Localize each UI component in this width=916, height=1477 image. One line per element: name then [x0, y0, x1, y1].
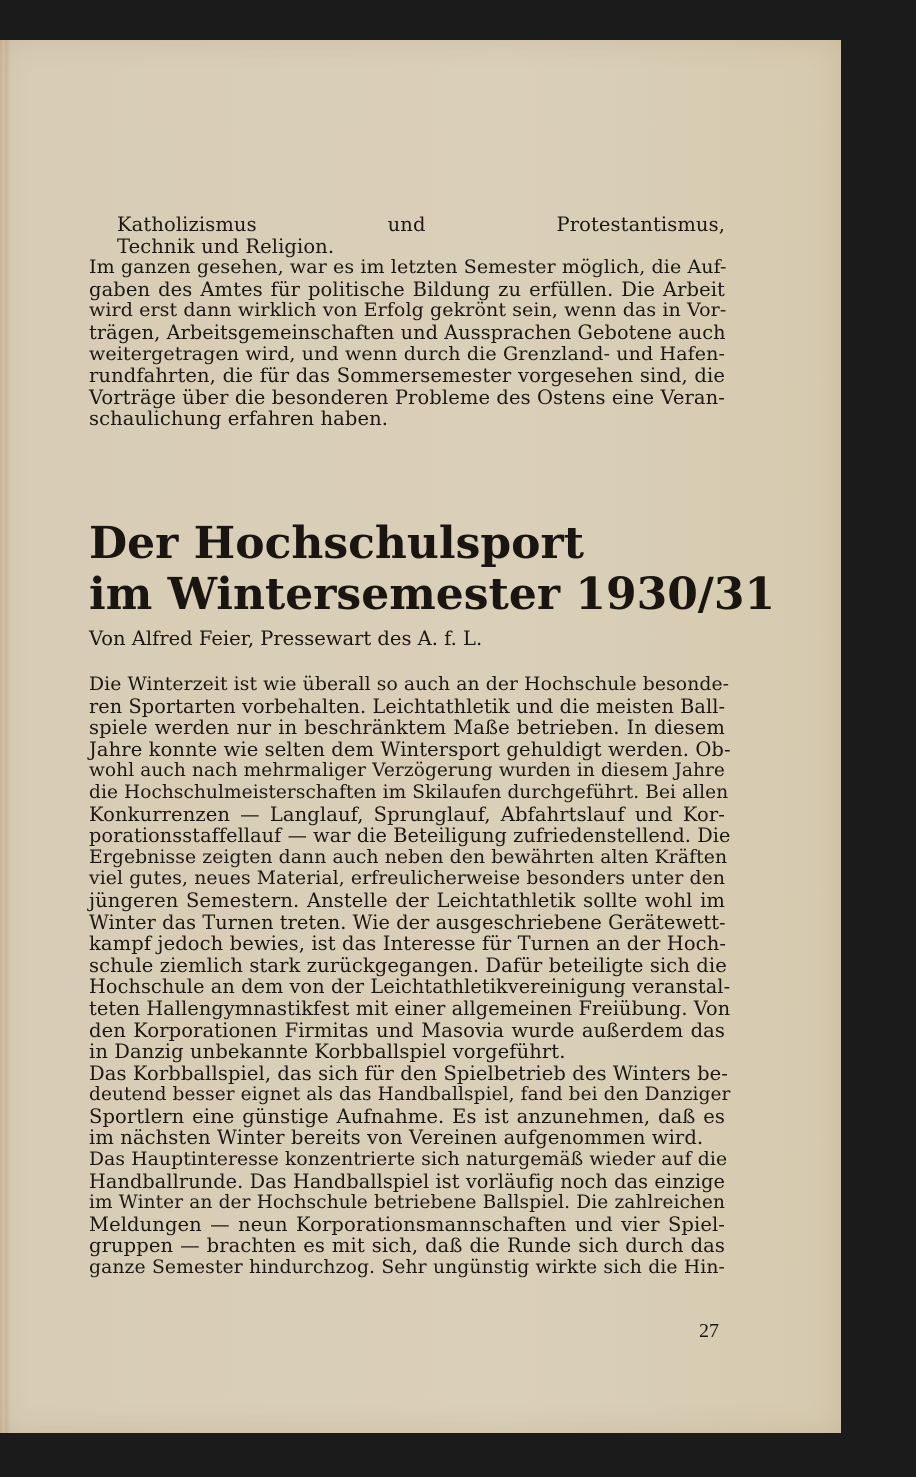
text-line: Konkurrenzen — Langlauf, Sprunglauf, Abfahrtslauf und Kor-: [89, 802, 725, 826]
text-line: rundfahrten, die für das Sommersemester vorgesehen sind, die: [89, 364, 725, 388]
page-number: 27: [699, 1320, 719, 1342]
text-line: kampf jedoch bewies, ist das Interesse für Turnen an der Hoch-: [89, 932, 727, 956]
text-line: gaben des Amtes für politische Bildung zu erfüllen. Die Arbeit: [89, 277, 725, 301]
text-line: trägen, Arbeitsgemeinschaften und Aussprachen Gebotene auch: [89, 320, 726, 344]
text-line: Im ganzen gesehen, war es im letzten Semester möglich, die Auf-: [89, 256, 727, 279]
text-line: wird erst dann wirklich von Erfolg gekrönt sein, wenn das in Vor-: [89, 299, 727, 322]
text-line: Das Hauptinteresse konzentrierte sich naturgemäß wieder auf die: [89, 1149, 728, 1171]
text-line: Sportlern eine günstige Aufnahme. Es ist anzunehmen, daß es: [89, 1104, 725, 1128]
article-body: [89, 674, 731, 1279]
text-line: schaulichung erfahren haben.: [89, 407, 389, 431]
text-line: ren Sportarten vorbehalten. Leichtathletik und die meisten Ball-: [89, 694, 726, 718]
text-line: Meldungen — neun Korporationsmannschaften und vier Spiel-: [89, 1212, 725, 1236]
text-line: Ergebnisse zeigten dann auch neben den bewährten alten Kräften: [89, 846, 728, 868]
text-line: gruppen — brachten es mit sich, daß die Runde sich durch das: [89, 1234, 725, 1258]
text-line: ganze Semester hindurchzog. Sehr ungünstig wirkte sich die Hin-: [89, 1257, 725, 1279]
text-line: den Korporationen Firmitas und Masovia wurde außerdem das: [89, 1018, 725, 1042]
text-line: Hochschule an dem von der Leichtathletikvereinigung veranstal-: [89, 975, 731, 999]
intro-section: [89, 214, 725, 430]
text-line: Katholizismus und Protestantismus,: [117, 213, 725, 236]
book-page: [0, 40, 841, 1433]
text-line: im Winter an der Hochschule betriebene Ballspiel. Die zahlreichen: [89, 1192, 725, 1214]
text-line: im nächsten Winter bereits von Vereinen aufgenommen wird.: [89, 1126, 704, 1150]
text-line: teten Hallengymnastikfest mit einer allgemeinen Freiübung. Von: [89, 996, 731, 1020]
text-line: porationsstaffellauf — war die Beteiligung zufriedenstellend. Die: [89, 824, 731, 848]
article-title-line-2: im Wintersemester 1930/31: [89, 569, 776, 620]
text-line: schule ziemlich stark zurückgegangen. Dafür beteiligte sich die: [89, 953, 727, 977]
text-line: jüngeren Semestern. Anstelle der Leichtathletik sollte wohl im: [89, 888, 725, 912]
article-header: [89, 518, 776, 650]
text-line: Vorträge über die besonderen Probleme des Ostens eine Veran-: [89, 385, 725, 409]
text-line: wohl auch nach mehrmaliger Verzögerung wurden in diesem Jahre: [89, 760, 725, 782]
text-line: die Hochschulmeisterschaften im Skilaufen durchgeführt. Bei allen: [89, 781, 729, 803]
text-line: in Danzig unbekannte Korbballspiel vorgeführt.: [89, 1040, 566, 1064]
text-line: Jahre konnte wie selten dem Wintersport gehuldigt werden. Ob-: [89, 737, 731, 761]
text-line: viel gutes, neues Material, erfreulicherweise besonders unter den: [89, 868, 725, 890]
text-line: Handballrunde. Das Handballspiel ist vorläufig noch das einzige: [89, 1169, 725, 1193]
article-byline: Von Alfred Feier, Pressewart des A. f. L.: [89, 627, 483, 650]
text-line: Das Korbballspiel, das sich für den Spielbetrieb des Winters be-: [89, 1061, 728, 1085]
text-line: weitergetragen wird, und wenn durch die Grenzland- und Hafen-: [89, 342, 725, 365]
text-line: spiele werden nur in beschränktem Maße betrieben. In diesem: [89, 716, 725, 740]
article-title-line-1: Der Hochschulsport: [89, 518, 584, 569]
text-line: deutend besser eignet als das Handballspiel, fand bei den Danziger: [89, 1084, 731, 1106]
text-line: Die Winterzeit ist wie überall so auch an der Hochschule besonde-: [89, 674, 730, 695]
text-line: Winter das Turnen treten. Wie der ausgeschriebene Gerätewett-: [89, 910, 726, 934]
text-line: Technik und Religion.: [117, 234, 335, 258]
